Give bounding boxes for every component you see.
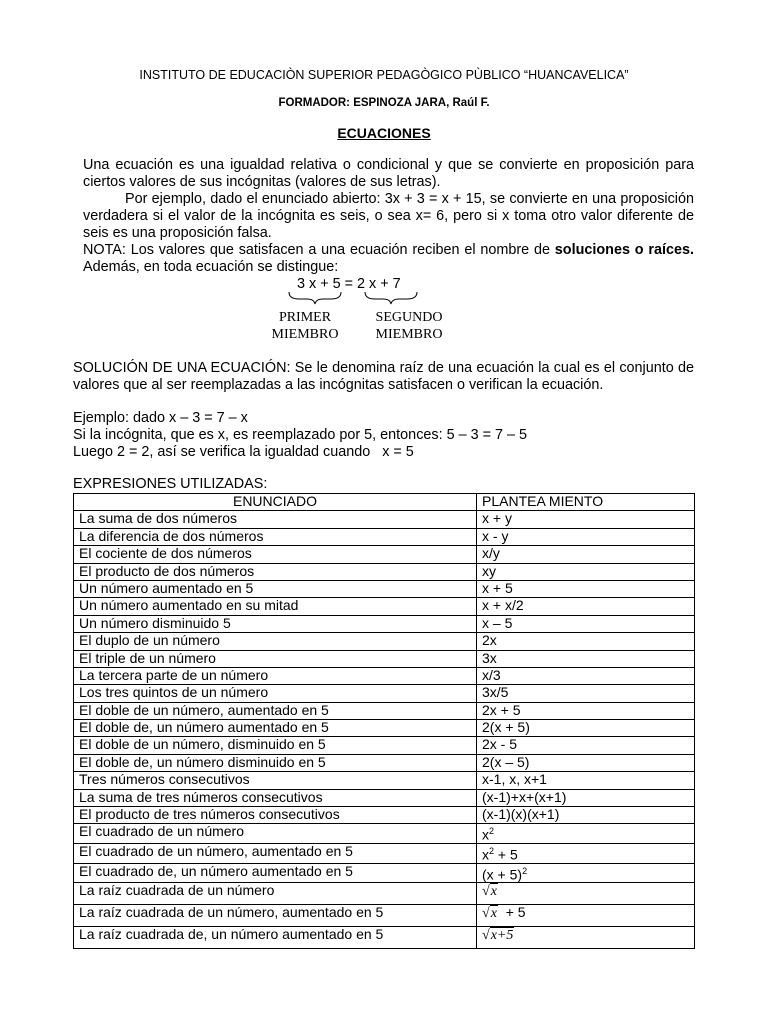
table-row [74,737,695,754]
radicand: x+5 [490,928,514,944]
table-row [74,824,695,844]
sqrt-expression [482,905,498,921]
expression-tail: + 5 [494,846,518,863]
second-member-label [367,310,451,343]
table-row [74,863,695,883]
solution-verification: Luego 2 = 2, así se verifica la igualdad cuando x = 5 [73,444,414,460]
cell-enunciado: La suma de dos números [74,511,477,528]
sqrt-expression [482,927,514,943]
first-member-line1: PRIMER [278,310,332,325]
second-member-line1: SEGUNDO [375,310,443,325]
power-exponent: 2 [489,846,495,857]
header-enunciado: ENUNCIADO [74,494,477,511]
cell-planteamiento: 3x/5 [477,685,695,702]
cell-enunciado: La suma de tres números consecutivos [74,789,477,806]
member-braces [285,290,425,306]
cell-planteamiento: x/y [477,546,695,563]
cell-enunciado: El doble de, un número aumentado en 5 [74,720,477,737]
table-row [74,528,695,545]
expressions-heading: EXPRESIONES UTILIZADAS: [73,476,268,492]
cell-enunciado: Tres números consecutivos [74,772,477,789]
power-exponent: 2 [489,826,495,837]
title-text: ECUACIONES [337,125,431,141]
cell-enunciado: El triple de un número [74,650,477,667]
intro-paragraph: Una ecuación es una igualdad relativa o condicional y que se convierte en proposición para ciertos valores de sus incógnitas (valores de sus letras). [83,157,694,190]
cell-planteamiento: 2(x + 5) [477,720,695,737]
cell-planteamiento: 3x [477,650,695,667]
cell-planteamiento [477,905,695,927]
table-row [74,754,695,771]
cell-enunciado: El cociente de dos números [74,546,477,563]
cell-planteamiento: 2x - 5 [477,737,695,754]
table-row [74,702,695,719]
table-row [74,720,695,737]
cell-planteamiento: 2(x – 5) [477,754,695,771]
cell-planteamiento: x/3 [477,667,695,684]
cell-planteamiento [477,927,695,949]
table-row [74,685,695,702]
cell-enunciado: Un número aumentado en 5 [74,580,477,597]
cell-enunciado: Los tres quintos de un número [74,685,477,702]
cell-enunciado: La tercera parte de un número [74,667,477,684]
table-row [74,650,695,667]
cell-planteamiento: 2x + 5 [477,702,695,719]
cell-planteamiento [477,844,695,864]
first-member-brace [289,292,341,304]
equation-left: 3 x + 5 [297,276,341,292]
cell-planteamiento: x + y [477,511,695,528]
radicand: x [490,906,497,922]
table-row [74,883,695,905]
table-header-row [74,494,695,511]
cell-enunciado: El duplo de un número [74,633,477,650]
table-body-special [74,824,695,949]
cell-planteamiento: x – 5 [477,615,695,632]
solution-paragraph: SOLUCIÓN DE UNA ECUACIÓN: Se le denomina raíz de una ecuación la cual es el conjunto de valores que al ser reemplazadas a las incógnitas satisfacen o verifican la ecuación. [73,360,694,393]
institute-header: INSTITUTO DE EDUCACIÒN SUPERIOR PEDAGÒGICO PÙBLICO “HUANCAVELICA” [139,68,629,82]
cell-enunciado: Un número aumentado en su mitad [74,598,477,615]
first-member-line2: MIEMBRO [271,327,339,342]
sqrt-icon: √ [482,884,490,900]
table-row [74,844,695,864]
note-text: NOTA: Los valores que satisfacen a una ecuación reciben el nombre de [83,242,555,258]
table-row [74,633,695,650]
note-bold: soluciones o raíces. [554,242,694,258]
cell-enunciado: La raíz cuadrada de un número, aumentado en 5 [74,905,477,927]
equation-equals: = [344,276,354,292]
second-member-line2: MIEMBRO [375,327,443,342]
cell-planteamiento [477,824,695,844]
table-row [74,772,695,789]
cell-enunciado: La raíz cuadrada de, un número aumentado en 5 [74,927,477,949]
solution-substitution: Si la incógnita, que es x, es reemplazado por 5, entonces: 5 – 3 = 7 – 5 [73,427,527,443]
table-row [74,927,695,949]
table-row [74,667,695,684]
cell-planteamiento: x + x/2 [477,598,695,615]
power-base: (x + 5) [482,866,523,883]
cell-enunciado: La diferencia de dos números [74,528,477,545]
header-planteamiento: PLANTEA MIENTO [477,494,695,511]
cell-planteamiento: x + 5 [477,580,695,597]
power-base: x [482,827,489,844]
table-row [74,905,695,927]
table-body [74,511,695,824]
table-row [74,580,695,597]
note-paragraph [83,242,694,276]
cell-planteamiento [477,883,695,905]
table-row [74,789,695,806]
expression-tail: + 5 [505,904,526,921]
example-paragraph: Por ejemplo, dado el enunciado abierto: 3x + 3 = x + 15, se convierte en una proposición verdadera si el valor de la incógnita es seis, o sea x= 6, pero si x toma otro valor diferente de seis es una proposición falsa. [83,191,694,241]
cell-enunciado: El cuadrado de, un número aumentado en 5 [74,863,477,883]
cell-planteamiento: x - y [477,528,695,545]
second-member-brace [365,292,417,304]
cell-planteamiento: x-1, x, x+1 [477,772,695,789]
table-row [74,546,695,563]
cell-enunciado: El cuadrado de un número, aumentado en 5 [74,844,477,864]
table-row [74,511,695,528]
cell-enunciado: Un número disminuido 5 [74,615,477,632]
first-member-label [263,310,347,343]
power-base: x [482,846,489,863]
cell-enunciado: La raíz cuadrada de un número [74,883,477,905]
table-row [74,807,695,824]
sqrt-icon: √ [482,906,490,922]
power-exponent: 2 [522,865,528,876]
sqrt-expression [482,883,498,899]
table-row [74,598,695,615]
table-row [74,615,695,632]
note-end: Además, en toda ecuación se distingue: [83,259,339,275]
cell-planteamiento: 2x [477,633,695,650]
radicand: x [490,884,497,900]
cell-planteamiento [477,863,695,883]
cell-planteamiento: (x-1)+x+(x+1) [477,789,695,806]
cell-enunciado: El doble de un número, disminuido en 5 [74,737,477,754]
cell-enunciado: El producto de dos números [74,563,477,580]
page-title [0,125,768,141]
cell-planteamiento: xy [477,563,695,580]
cell-enunciado: El cuadrado de un número [74,824,477,844]
equation-right: 2 x + 7 [357,276,401,292]
expressions-table [73,493,695,949]
sqrt-icon: √ [482,928,490,944]
cell-planteamiento: (x-1)(x)(x+1) [477,807,695,824]
trainer-line: FORMADOR: ESPINOZA JARA, Raúl F. [278,97,490,109]
solution-example: Ejemplo: dado x – 3 = 7 – x [73,410,248,426]
cell-enunciado: El doble de un número, aumentado en 5 [74,702,477,719]
cell-enunciado: El doble de, un número disminuido en 5 [74,754,477,771]
cell-enunciado: El producto de tres números consecutivos [74,807,477,824]
table-row [74,563,695,580]
